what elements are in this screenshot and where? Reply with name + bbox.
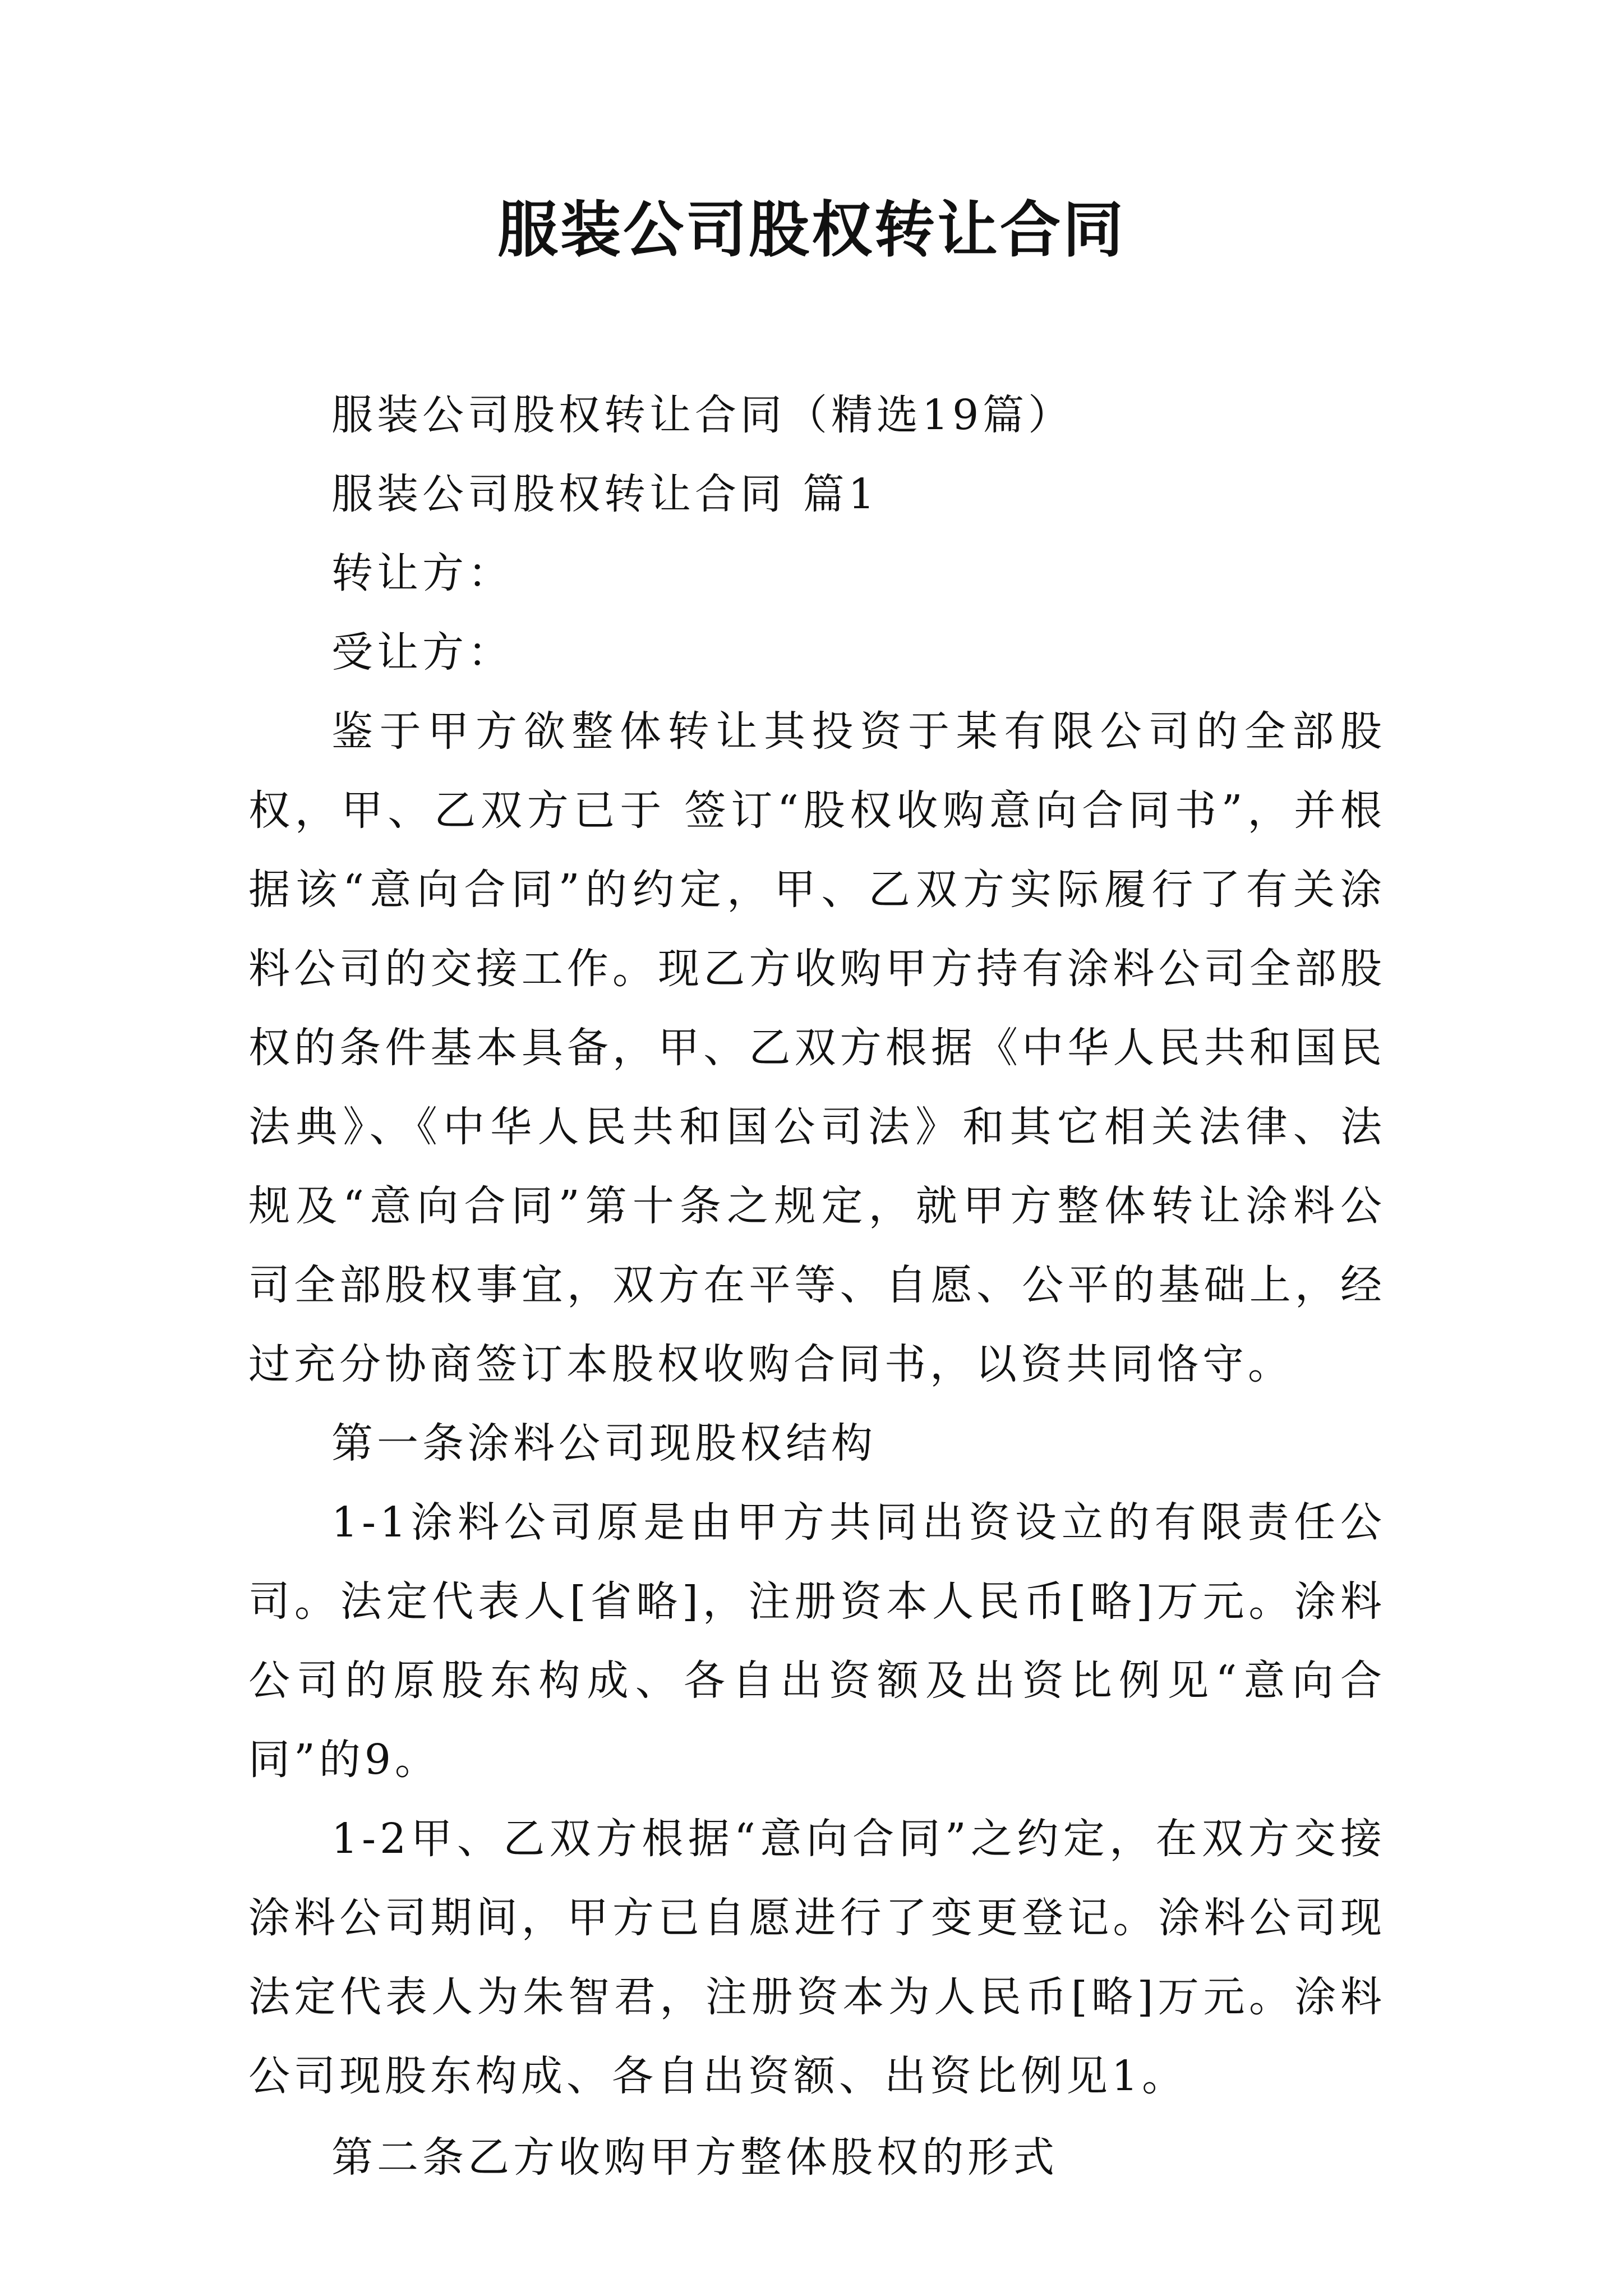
paragraph-article-1-heading: 第一条涂料公司现股权结构 (331, 1419, 877, 1467)
paragraph-article-2-heading: 第二条乙方收购甲方整体股权的形式 (331, 2133, 1058, 2182)
paragraph-clause-1-1: 1-1涂料公司原是由甲方共同出资设立的有限责任公司。法定代表人[省略]，注册资本人民币[略]万元。涂料公司的原股东构成、各自出资额及出资比例见“意向合同”的9。 (248, 1498, 1386, 1784)
paragraph-transferee: 受让方： (331, 628, 513, 677)
paragraph-collection-heading: 服装公司股权转让合同（精选19篇） (331, 391, 1074, 439)
document-body (248, 376, 1386, 2197)
paragraph-preamble: 鉴于甲方欲整体转让其投资于某有限公司的全部股权，甲、乙双方已于 签订“股权收购意向合同书”，并根据该“意向合同”的约定，甲、乙双方实际履行了有关涂料公司的交接工作。现乙方收购甲方持有涂料公司全部股权的条件基本具备，甲、乙双方根据《中华人民共和国民法典》、《中华人民共和国公司法》和其它相关法律、法规及“意向合同”第十条之规定，就甲方整体转让涂料公司全部股权事宜，双方在平等、自愿、公平的基础上，经过充分协商签订本股权收购合同书，以资共同恪守。 (248, 707, 1386, 1388)
paragraph-article-heading: 服装公司股权转让合同 篇1 (331, 470, 879, 518)
paragraph-clause-1-2: 1-2甲、乙双方根据“意向合同”之约定，在双方交接涂料公司期间，甲方已自愿进行了变更登记。涂料公司现法定代表人为朱智君，注册资本为人民币[略]万元。涂料公司现股东构成、各自出资额、出资比例见1。 (248, 1815, 1386, 2100)
document-title: 服装公司股权转让合同 (497, 195, 1126, 265)
paragraph-transferor: 转让方： (331, 549, 513, 597)
